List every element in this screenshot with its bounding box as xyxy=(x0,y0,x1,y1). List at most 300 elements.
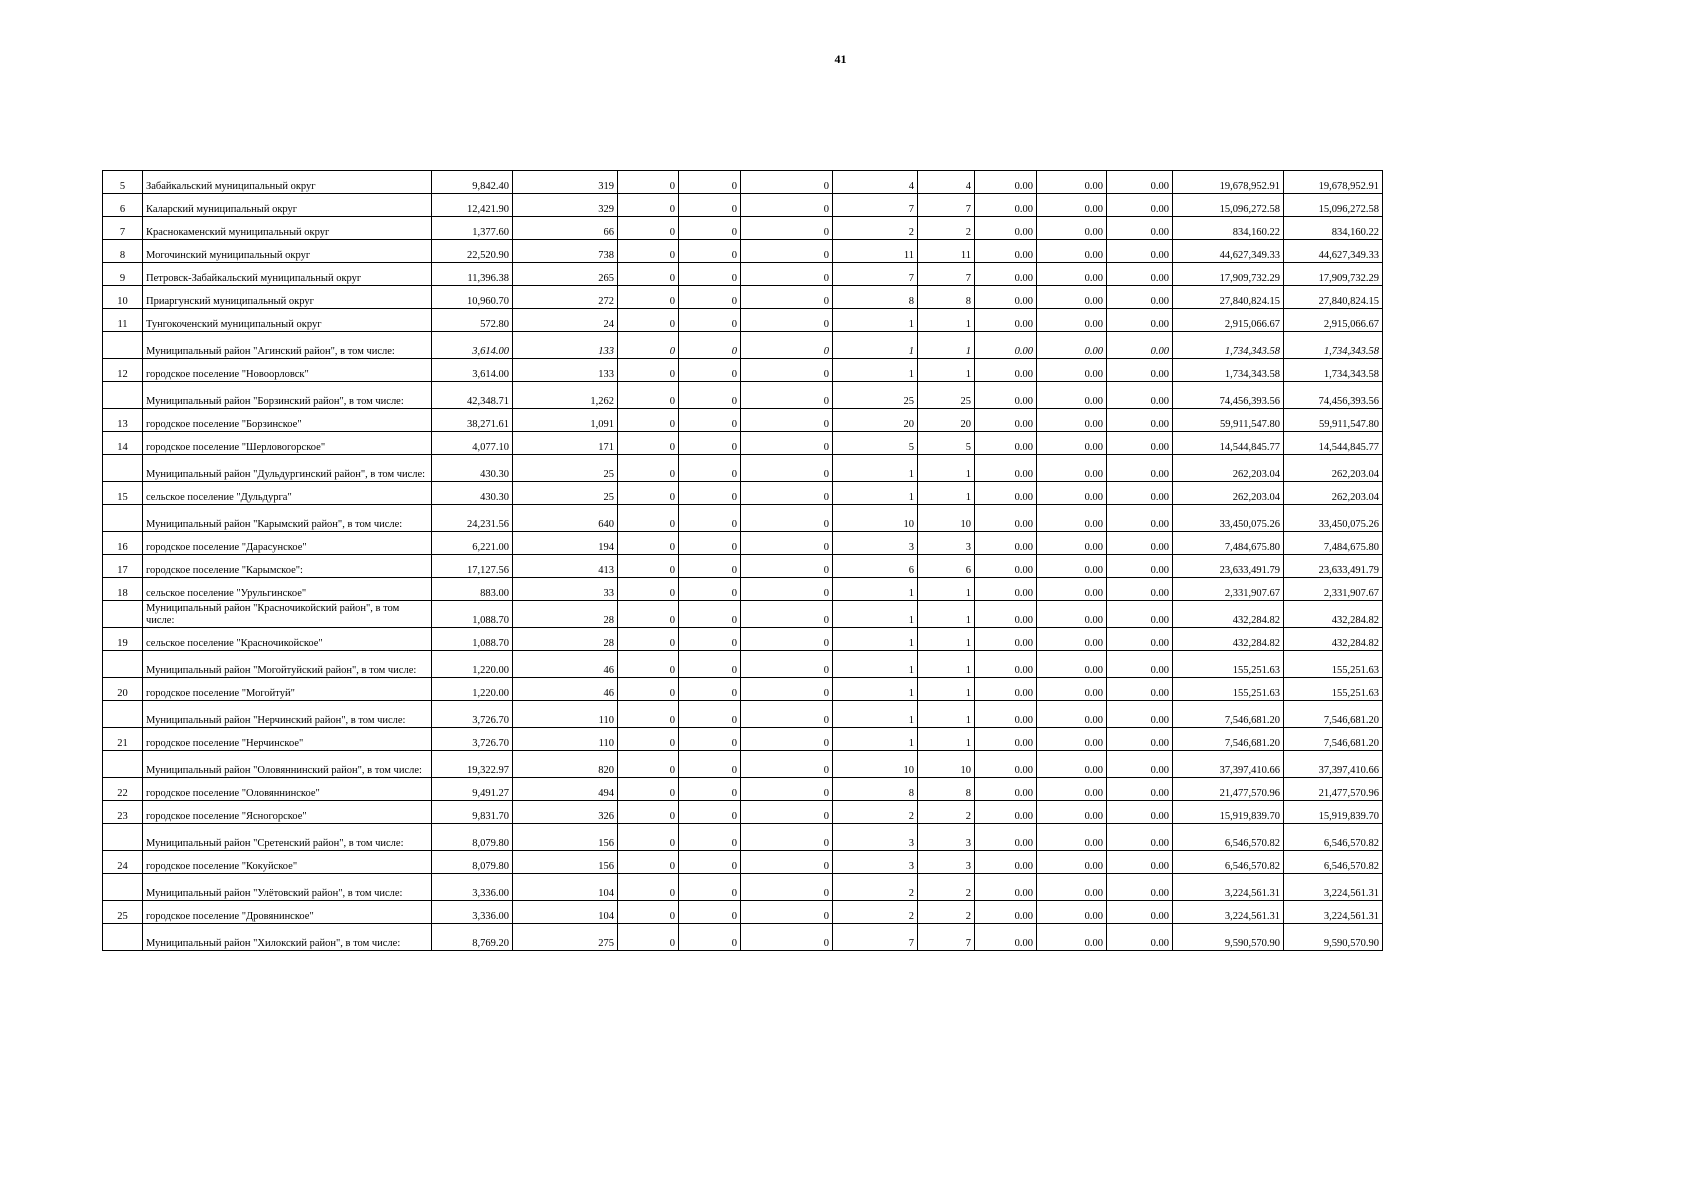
cell-area-value: 9,491.27 xyxy=(432,778,513,801)
cell-col-6: 0 xyxy=(679,728,741,751)
cell-col-12: 0.00 xyxy=(1107,382,1173,409)
cell-amount-total: 33,450,075.26 xyxy=(1173,505,1284,532)
cell-col-7: 0 xyxy=(741,217,833,240)
cell-amount-final: 17,909,732.29 xyxy=(1284,263,1383,286)
cell-col-11: 0.00 xyxy=(1037,171,1107,194)
cell-col-5: 0 xyxy=(618,217,679,240)
cell-col-12: 0.00 xyxy=(1107,924,1173,951)
cell-col-10: 0.00 xyxy=(975,678,1037,701)
cell-area-value: 9,831.70 xyxy=(432,801,513,824)
cell-col-7: 0 xyxy=(741,601,833,628)
cell-row-number xyxy=(103,505,143,532)
cell-area-value: 3,336.00 xyxy=(432,901,513,924)
cell-col-9: 8 xyxy=(918,286,975,309)
cell-amount-final: 432,284.82 xyxy=(1284,601,1383,628)
cell-col-6: 0 xyxy=(679,601,741,628)
cell-col-7: 0 xyxy=(741,482,833,505)
cell-col-7: 0 xyxy=(741,778,833,801)
cell-col-10: 0.00 xyxy=(975,628,1037,651)
cell-col-8: 1 xyxy=(833,728,918,751)
cell-amount-final: 432,284.82 xyxy=(1284,628,1383,651)
cell-col-12: 0.00 xyxy=(1107,874,1173,901)
cell-col-5: 0 xyxy=(618,263,679,286)
cell-amount-total: 21,477,570.96 xyxy=(1173,778,1284,801)
cell-col-10: 0.00 xyxy=(975,409,1037,432)
cell-territory-name: городское поселение "Нерчинское" xyxy=(143,728,432,751)
cell-col-8: 7 xyxy=(833,924,918,951)
cell-amount-total: 74,456,393.56 xyxy=(1173,382,1284,409)
cell-col-10: 0.00 xyxy=(975,505,1037,532)
cell-col-7: 0 xyxy=(741,332,833,359)
cell-row-number: 9 xyxy=(103,263,143,286)
cell-col-9: 3 xyxy=(918,851,975,874)
cell-col-5: 0 xyxy=(618,505,679,532)
cell-area-value: 1,088.70 xyxy=(432,628,513,651)
cell-col-10: 0.00 xyxy=(975,432,1037,455)
cell-residents-count: 25 xyxy=(513,455,618,482)
cell-row-number: 11 xyxy=(103,309,143,332)
cell-amount-total: 23,633,491.79 xyxy=(1173,555,1284,578)
cell-col-5: 0 xyxy=(618,651,679,678)
cell-area-value: 883.00 xyxy=(432,578,513,601)
cell-col-6: 0 xyxy=(679,751,741,778)
cell-col-5: 0 xyxy=(618,171,679,194)
cell-col-10: 0.00 xyxy=(975,482,1037,505)
cell-col-11: 0.00 xyxy=(1037,901,1107,924)
cell-residents-count: 194 xyxy=(513,532,618,555)
cell-col-12: 0.00 xyxy=(1107,578,1173,601)
cell-col-9: 2 xyxy=(918,217,975,240)
cell-area-value: 11,396.38 xyxy=(432,263,513,286)
cell-col-7: 0 xyxy=(741,359,833,382)
cell-amount-final: 59,911,547.80 xyxy=(1284,409,1383,432)
cell-residents-count: 820 xyxy=(513,751,618,778)
cell-col-10: 0.00 xyxy=(975,601,1037,628)
cell-amount-final: 44,627,349.33 xyxy=(1284,240,1383,263)
cell-amount-final: 15,919,839.70 xyxy=(1284,801,1383,824)
cell-col-11: 0.00 xyxy=(1037,309,1107,332)
cell-col-8: 1 xyxy=(833,678,918,701)
cell-col-11: 0.00 xyxy=(1037,874,1107,901)
cell-col-10: 0.00 xyxy=(975,309,1037,332)
cell-col-11: 0.00 xyxy=(1037,851,1107,874)
cell-row-number: 25 xyxy=(103,901,143,924)
cell-amount-final: 1,734,343.58 xyxy=(1284,332,1383,359)
cell-territory-name: городское поселение "Кокуйское" xyxy=(143,851,432,874)
cell-row-number xyxy=(103,824,143,851)
cell-residents-count: 28 xyxy=(513,601,618,628)
table-row xyxy=(103,286,1383,309)
table-row xyxy=(103,751,1383,778)
cell-amount-final: 23,633,491.79 xyxy=(1284,555,1383,578)
cell-col-11: 0.00 xyxy=(1037,432,1107,455)
cell-col-12: 0.00 xyxy=(1107,309,1173,332)
cell-col-11: 0.00 xyxy=(1037,824,1107,851)
cell-col-7: 0 xyxy=(741,263,833,286)
cell-col-11: 0.00 xyxy=(1037,359,1107,382)
table-row xyxy=(103,628,1383,651)
cell-territory-name: Муниципальный район "Могойтуйский район", в том числе: xyxy=(143,651,432,678)
cell-amount-final: 7,546,681.20 xyxy=(1284,701,1383,728)
cell-area-value: 10,960.70 xyxy=(432,286,513,309)
cell-area-value: 17,127.56 xyxy=(432,555,513,578)
cell-col-7: 0 xyxy=(741,532,833,555)
table-row xyxy=(103,901,1383,924)
cell-col-9: 1 xyxy=(918,359,975,382)
cell-col-12: 0.00 xyxy=(1107,628,1173,651)
cell-row-number: 5 xyxy=(103,171,143,194)
cell-col-10: 0.00 xyxy=(975,359,1037,382)
table-row xyxy=(103,874,1383,901)
cell-col-10: 0.00 xyxy=(975,651,1037,678)
cell-territory-name: Муниципальный район "Дульдургинский район", в том числе: xyxy=(143,455,432,482)
cell-col-5: 0 xyxy=(618,924,679,951)
cell-row-number: 18 xyxy=(103,578,143,601)
cell-col-9: 1 xyxy=(918,601,975,628)
cell-col-5: 0 xyxy=(618,824,679,851)
cell-area-value: 3,614.00 xyxy=(432,332,513,359)
cell-territory-name: городское поселение "Шерловогорское" xyxy=(143,432,432,455)
cell-col-7: 0 xyxy=(741,628,833,651)
cell-col-11: 0.00 xyxy=(1037,578,1107,601)
cell-col-8: 25 xyxy=(833,382,918,409)
cell-col-7: 0 xyxy=(741,751,833,778)
cell-col-11: 0.00 xyxy=(1037,263,1107,286)
cell-amount-final: 37,397,410.66 xyxy=(1284,751,1383,778)
cell-col-10: 0.00 xyxy=(975,555,1037,578)
cell-col-12: 0.00 xyxy=(1107,332,1173,359)
cell-col-8: 8 xyxy=(833,778,918,801)
cell-col-6: 0 xyxy=(679,628,741,651)
table-row xyxy=(103,359,1383,382)
cell-amount-final: 7,484,675.80 xyxy=(1284,532,1383,555)
cell-residents-count: 156 xyxy=(513,824,618,851)
cell-col-10: 0.00 xyxy=(975,751,1037,778)
cell-col-7: 0 xyxy=(741,824,833,851)
cell-amount-final: 9,590,570.90 xyxy=(1284,924,1383,951)
table-row xyxy=(103,263,1383,286)
cell-territory-name: городское поселение "Могойтуй" xyxy=(143,678,432,701)
cell-amount-final: 33,450,075.26 xyxy=(1284,505,1383,532)
cell-col-5: 0 xyxy=(618,728,679,751)
cell-col-9: 7 xyxy=(918,924,975,951)
cell-col-6: 0 xyxy=(679,851,741,874)
cell-amount-final: 2,331,907.67 xyxy=(1284,578,1383,601)
cell-amount-total: 155,251.63 xyxy=(1173,651,1284,678)
cell-residents-count: 413 xyxy=(513,555,618,578)
cell-area-value: 8,079.80 xyxy=(432,851,513,874)
cell-col-12: 0.00 xyxy=(1107,505,1173,532)
cell-amount-total: 17,909,732.29 xyxy=(1173,263,1284,286)
cell-col-6: 0 xyxy=(679,432,741,455)
cell-col-12: 0.00 xyxy=(1107,286,1173,309)
cell-col-11: 0.00 xyxy=(1037,286,1107,309)
cell-col-8: 1 xyxy=(833,628,918,651)
cell-amount-total: 262,203.04 xyxy=(1173,482,1284,505)
cell-col-12: 0.00 xyxy=(1107,359,1173,382)
cell-amount-total: 1,734,343.58 xyxy=(1173,332,1284,359)
cell-col-5: 0 xyxy=(618,482,679,505)
cell-col-9: 4 xyxy=(918,171,975,194)
cell-col-6: 0 xyxy=(679,532,741,555)
cell-amount-final: 834,160.22 xyxy=(1284,217,1383,240)
table-row xyxy=(103,382,1383,409)
table-row xyxy=(103,851,1383,874)
cell-territory-name: Краснокаменский муниципальный округ xyxy=(143,217,432,240)
cell-row-number xyxy=(103,924,143,951)
table-row xyxy=(103,505,1383,532)
cell-territory-name: Тунгокоченский муниципальный округ xyxy=(143,309,432,332)
cell-amount-total: 37,397,410.66 xyxy=(1173,751,1284,778)
cell-area-value: 9,842.40 xyxy=(432,171,513,194)
cell-col-8: 10 xyxy=(833,505,918,532)
cell-amount-final: 262,203.04 xyxy=(1284,482,1383,505)
cell-col-9: 2 xyxy=(918,801,975,824)
cell-residents-count: 110 xyxy=(513,701,618,728)
cell-col-10: 0.00 xyxy=(975,851,1037,874)
cell-col-7: 0 xyxy=(741,801,833,824)
cell-col-10: 0.00 xyxy=(975,532,1037,555)
cell-col-11: 0.00 xyxy=(1037,382,1107,409)
cell-col-11: 0.00 xyxy=(1037,217,1107,240)
cell-col-8: 1 xyxy=(833,455,918,482)
cell-col-6: 0 xyxy=(679,194,741,217)
cell-col-6: 0 xyxy=(679,874,741,901)
cell-col-8: 1 xyxy=(833,309,918,332)
cell-col-9: 7 xyxy=(918,263,975,286)
cell-col-6: 0 xyxy=(679,359,741,382)
cell-col-12: 0.00 xyxy=(1107,728,1173,751)
cell-col-5: 0 xyxy=(618,532,679,555)
cell-col-7: 0 xyxy=(741,171,833,194)
cell-col-9: 2 xyxy=(918,874,975,901)
cell-residents-count: 33 xyxy=(513,578,618,601)
cell-area-value: 4,077.10 xyxy=(432,432,513,455)
cell-col-12: 0.00 xyxy=(1107,409,1173,432)
cell-area-value: 3,726.70 xyxy=(432,701,513,728)
cell-col-5: 0 xyxy=(618,359,679,382)
cell-area-value: 1,220.00 xyxy=(432,651,513,678)
table-row xyxy=(103,171,1383,194)
cell-territory-name: Муниципальный район "Нерчинский район", в том числе: xyxy=(143,701,432,728)
cell-col-11: 0.00 xyxy=(1037,628,1107,651)
cell-col-6: 0 xyxy=(679,332,741,359)
cell-col-9: 25 xyxy=(918,382,975,409)
cell-col-9: 7 xyxy=(918,194,975,217)
cell-col-9: 1 xyxy=(918,578,975,601)
cell-col-10: 0.00 xyxy=(975,382,1037,409)
cell-col-7: 0 xyxy=(741,382,833,409)
cell-territory-name: городское поселение "Оловяннинское" xyxy=(143,778,432,801)
cell-col-5: 0 xyxy=(618,678,679,701)
cell-col-5: 0 xyxy=(618,286,679,309)
cell-territory-name: Муниципальный район "Оловяннинский район", в том числе: xyxy=(143,751,432,778)
cell-col-5: 0 xyxy=(618,455,679,482)
table-row xyxy=(103,801,1383,824)
cell-col-6: 0 xyxy=(679,382,741,409)
cell-row-number: 19 xyxy=(103,628,143,651)
table-row xyxy=(103,701,1383,728)
cell-residents-count: 66 xyxy=(513,217,618,240)
table-row xyxy=(103,482,1383,505)
cell-col-8: 7 xyxy=(833,263,918,286)
cell-col-12: 0.00 xyxy=(1107,651,1173,678)
page-number: 41 xyxy=(834,52,847,66)
cell-col-5: 0 xyxy=(618,701,679,728)
cell-col-10: 0.00 xyxy=(975,240,1037,263)
cell-col-6: 0 xyxy=(679,651,741,678)
cell-col-9: 1 xyxy=(918,728,975,751)
cell-col-8: 1 xyxy=(833,332,918,359)
cell-col-10: 0.00 xyxy=(975,217,1037,240)
cell-col-12: 0.00 xyxy=(1107,751,1173,778)
cell-col-9: 1 xyxy=(918,628,975,651)
cell-territory-name: городское поселение "Новоорловск" xyxy=(143,359,432,382)
cell-col-9: 8 xyxy=(918,778,975,801)
cell-amount-final: 1,734,343.58 xyxy=(1284,359,1383,382)
cell-col-9: 1 xyxy=(918,482,975,505)
cell-col-9: 2 xyxy=(918,901,975,924)
cell-residents-count: 46 xyxy=(513,678,618,701)
cell-row-number xyxy=(103,874,143,901)
cell-residents-count: 494 xyxy=(513,778,618,801)
cell-col-6: 0 xyxy=(679,678,741,701)
cell-col-11: 0.00 xyxy=(1037,728,1107,751)
cell-amount-total: 834,160.22 xyxy=(1173,217,1284,240)
cell-col-9: 1 xyxy=(918,678,975,701)
cell-row-number: 24 xyxy=(103,851,143,874)
cell-row-number: 15 xyxy=(103,482,143,505)
cell-col-11: 0.00 xyxy=(1037,332,1107,359)
table-row xyxy=(103,824,1383,851)
table-row xyxy=(103,332,1383,359)
cell-col-8: 10 xyxy=(833,751,918,778)
table-row xyxy=(103,217,1383,240)
cell-col-11: 0.00 xyxy=(1037,651,1107,678)
cell-col-7: 0 xyxy=(741,678,833,701)
cell-col-12: 0.00 xyxy=(1107,801,1173,824)
data-table xyxy=(102,170,1383,951)
cell-residents-count: 104 xyxy=(513,874,618,901)
cell-col-7: 0 xyxy=(741,409,833,432)
cell-amount-total: 7,546,681.20 xyxy=(1173,701,1284,728)
cell-residents-count: 133 xyxy=(513,359,618,382)
cell-amount-total: 3,224,561.31 xyxy=(1173,874,1284,901)
cell-territory-name: Муниципальный район "Борзинский район", в том числе: xyxy=(143,382,432,409)
cell-col-8: 1 xyxy=(833,359,918,382)
cell-amount-total: 15,096,272.58 xyxy=(1173,194,1284,217)
cell-col-12: 0.00 xyxy=(1107,701,1173,728)
cell-row-number: 14 xyxy=(103,432,143,455)
cell-territory-name: Могочинский муниципальный округ xyxy=(143,240,432,263)
cell-col-11: 0.00 xyxy=(1037,778,1107,801)
cell-amount-final: 3,224,561.31 xyxy=(1284,874,1383,901)
cell-col-10: 0.00 xyxy=(975,286,1037,309)
cell-amount-total: 7,484,675.80 xyxy=(1173,532,1284,555)
cell-col-7: 0 xyxy=(741,555,833,578)
cell-col-7: 0 xyxy=(741,851,833,874)
cell-col-5: 0 xyxy=(618,309,679,332)
cell-amount-final: 262,203.04 xyxy=(1284,455,1383,482)
cell-col-10: 0.00 xyxy=(975,778,1037,801)
cell-residents-count: 1,262 xyxy=(513,382,618,409)
cell-col-7: 0 xyxy=(741,924,833,951)
cell-col-8: 3 xyxy=(833,824,918,851)
cell-col-6: 0 xyxy=(679,505,741,532)
cell-territory-name: сельское поселение "Красночикойское" xyxy=(143,628,432,651)
cell-territory-name: Муниципальный район "Агинский район", в том числе: xyxy=(143,332,432,359)
cell-residents-count: 171 xyxy=(513,432,618,455)
cell-col-6: 0 xyxy=(679,171,741,194)
cell-row-number xyxy=(103,332,143,359)
cell-col-12: 0.00 xyxy=(1107,678,1173,701)
cell-territory-name: Муниципальный район "Сретенский район", в том числе: xyxy=(143,824,432,851)
cell-area-value: 3,336.00 xyxy=(432,874,513,901)
cell-residents-count: 46 xyxy=(513,651,618,678)
cell-amount-total: 432,284.82 xyxy=(1173,628,1284,651)
table-row xyxy=(103,728,1383,751)
cell-territory-name: Каларский муниципальный округ xyxy=(143,194,432,217)
cell-col-9: 1 xyxy=(918,309,975,332)
cell-col-8: 2 xyxy=(833,801,918,824)
cell-area-value: 22,520.90 xyxy=(432,240,513,263)
cell-row-number: 10 xyxy=(103,286,143,309)
cell-col-12: 0.00 xyxy=(1107,555,1173,578)
cell-residents-count: 24 xyxy=(513,309,618,332)
cell-col-12: 0.00 xyxy=(1107,455,1173,482)
cell-col-5: 0 xyxy=(618,578,679,601)
cell-amount-total: 2,331,907.67 xyxy=(1173,578,1284,601)
cell-amount-final: 27,840,824.15 xyxy=(1284,286,1383,309)
cell-col-12: 0.00 xyxy=(1107,778,1173,801)
cell-area-value: 430.30 xyxy=(432,482,513,505)
cell-col-8: 1 xyxy=(833,601,918,628)
cell-col-11: 0.00 xyxy=(1037,240,1107,263)
cell-amount-total: 262,203.04 xyxy=(1173,455,1284,482)
cell-amount-total: 14,544,845.77 xyxy=(1173,432,1284,455)
cell-col-8: 8 xyxy=(833,286,918,309)
cell-col-8: 5 xyxy=(833,432,918,455)
cell-col-6: 0 xyxy=(679,701,741,728)
cell-area-value: 38,271.61 xyxy=(432,409,513,432)
cell-residents-count: 738 xyxy=(513,240,618,263)
cell-col-10: 0.00 xyxy=(975,824,1037,851)
cell-amount-total: 2,915,066.67 xyxy=(1173,309,1284,332)
cell-residents-count: 640 xyxy=(513,505,618,532)
cell-residents-count: 265 xyxy=(513,263,618,286)
cell-territory-name: сельское поселение "Урульгинское" xyxy=(143,578,432,601)
cell-col-8: 3 xyxy=(833,851,918,874)
cell-area-value: 1,088.70 xyxy=(432,601,513,628)
cell-col-9: 11 xyxy=(918,240,975,263)
cell-col-7: 0 xyxy=(741,194,833,217)
cell-territory-name: городское поселение "Дровянинское" xyxy=(143,901,432,924)
cell-amount-final: 21,477,570.96 xyxy=(1284,778,1383,801)
cell-row-number: 13 xyxy=(103,409,143,432)
cell-residents-count: 25 xyxy=(513,482,618,505)
cell-col-8: 1 xyxy=(833,651,918,678)
cell-amount-total: 7,546,681.20 xyxy=(1173,728,1284,751)
cell-col-9: 3 xyxy=(918,824,975,851)
cell-col-6: 0 xyxy=(679,263,741,286)
cell-amount-total: 15,919,839.70 xyxy=(1173,801,1284,824)
cell-residents-count: 275 xyxy=(513,924,618,951)
cell-area-value: 8,079.80 xyxy=(432,824,513,851)
cell-row-number xyxy=(103,701,143,728)
cell-col-10: 0.00 xyxy=(975,455,1037,482)
cell-col-7: 0 xyxy=(741,240,833,263)
cell-col-11: 0.00 xyxy=(1037,678,1107,701)
